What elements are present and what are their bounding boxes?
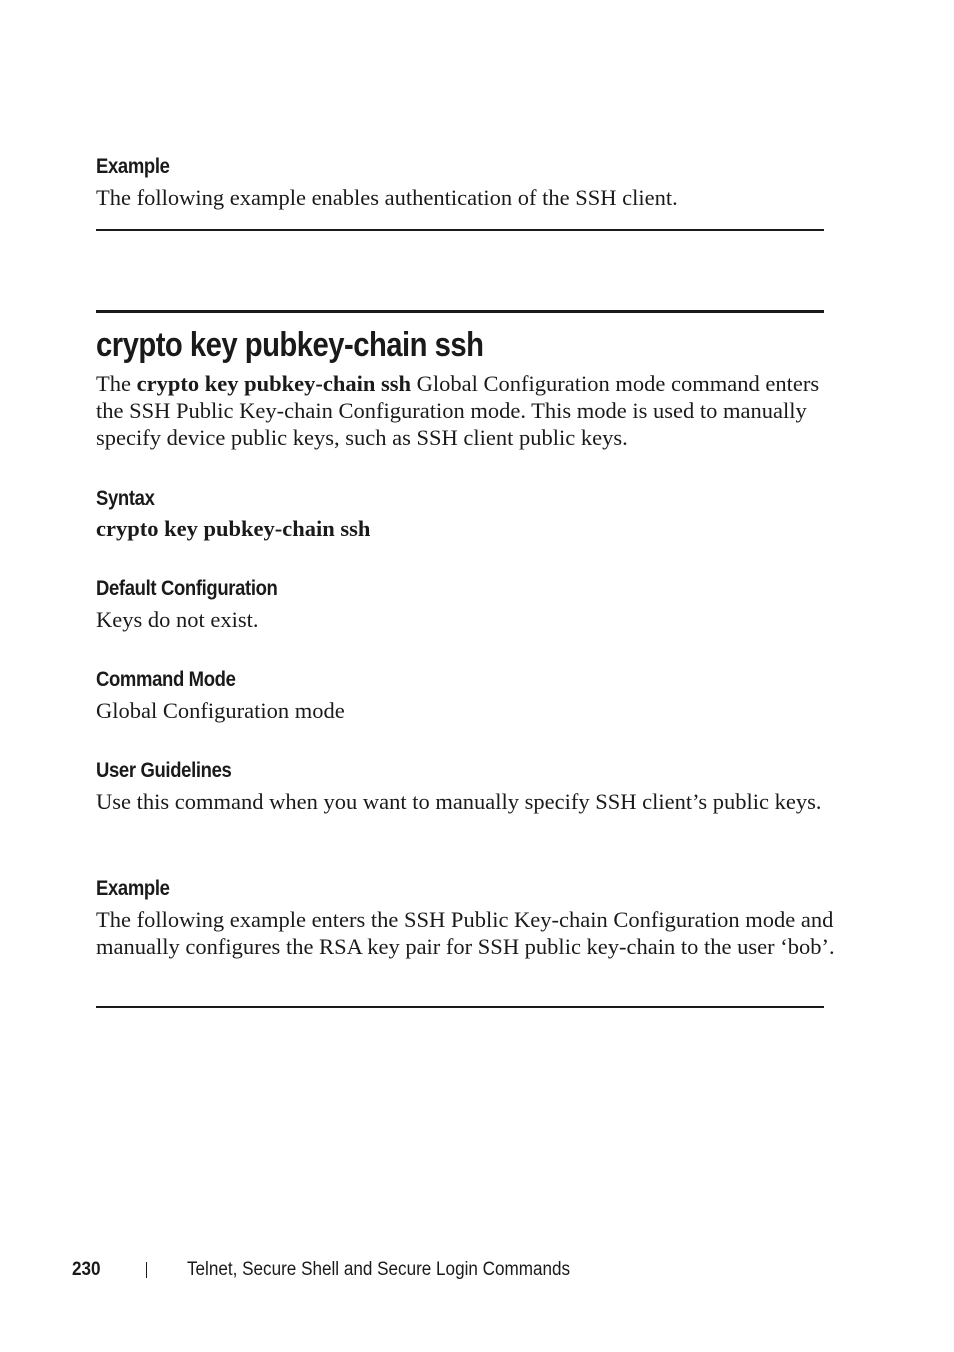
- section-end-rule-2: [96, 1006, 824, 1008]
- syntax-heading: Syntax: [96, 487, 155, 510]
- user-guidelines-text: Use this command when you want to manually specify SSH client’s public keys.: [96, 789, 822, 814]
- intro-command: crypto key pubkey-chain ssh: [136, 371, 412, 396]
- prev-example-text: The following example enables authentication of the SSH client.: [96, 185, 678, 210]
- intro-prefix: The: [96, 371, 137, 396]
- chapter-title: Telnet, Secure Shell and Secure Login Commands: [187, 1259, 571, 1280]
- intro-paragraph: [96, 370, 836, 451]
- command-mode-heading: Command Mode: [96, 668, 236, 691]
- intro-suffix: Global Configuration mode command enters the SSH Public Key-chain Configuration mode. This mode is used to manually specify device public keys, such as SSH client public keys.: [96, 371, 820, 450]
- section-end-rule: [96, 229, 824, 231]
- default-config-heading: Default Configuration: [96, 577, 278, 600]
- syntax-text: crypto key pubkey-chain ssh: [96, 516, 371, 541]
- section-start-rule: [96, 310, 824, 313]
- example-heading: Example: [96, 877, 170, 900]
- default-config-text: Keys do not exist.: [96, 607, 259, 632]
- section-title: crypto key pubkey-chain ssh: [96, 326, 484, 364]
- prev-example-heading: Example: [96, 155, 170, 178]
- footer-separator: [146, 1262, 147, 1278]
- command-mode-text: Global Configuration mode: [96, 698, 345, 723]
- user-guidelines-heading: User Guidelines: [96, 759, 232, 782]
- page-number: 230: [72, 1259, 101, 1280]
- example-text: The following example enters the SSH Public Key-chain Configuration mode and manually configures the RSA key pair for SSH public key-chain to the user ‘bob’.: [96, 907, 835, 959]
